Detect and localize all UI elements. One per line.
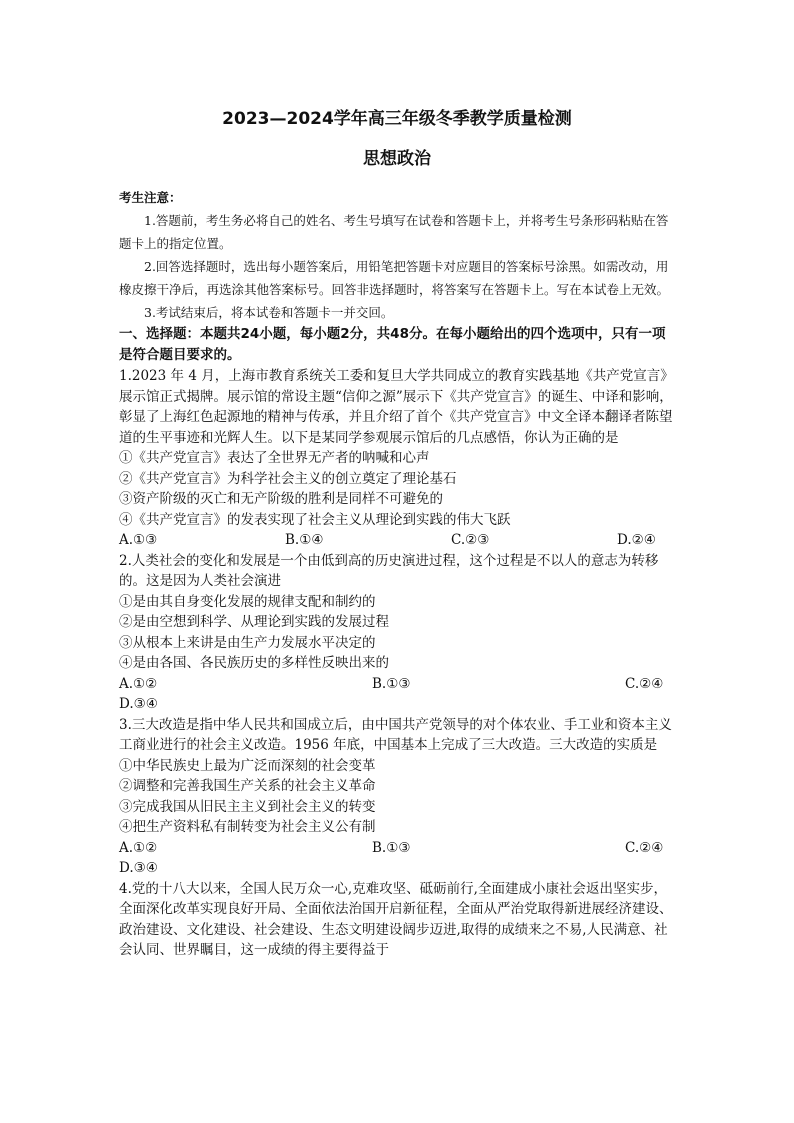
page-content xyxy=(119,104,675,961)
question-option: ④是由各国、各民族历史的多样性反映出来的 xyxy=(119,655,389,671)
question-option: ③资产阶级的灭亡和无产阶级的胜利是同样不可避免的 xyxy=(119,491,443,507)
choice-c: C.②③ xyxy=(451,532,490,548)
question-option: ①《共产党宣言》表达了全世界无产者的呐喊和心声 xyxy=(119,450,430,466)
question-option: ②调整和完善我国生产关系的社会主义革命 xyxy=(119,778,376,794)
question-option: ④把生产资料私有制转变为社会主义公有制 xyxy=(119,819,376,835)
question-option: ③从根本上来讲是由生产力发展水平决定的 xyxy=(119,634,376,651)
answer-choices xyxy=(119,530,675,551)
question-option: ①是由其自身变化发展的规律支配和制约的 xyxy=(119,593,376,610)
choice-c: C.②④ xyxy=(625,675,664,692)
question-4 xyxy=(119,879,675,961)
choice-a: A.①③ xyxy=(119,532,158,548)
question-option: ②《共产党宣言》为科学社会主义的创立奠定了理论基石 xyxy=(119,470,457,487)
answer-choices xyxy=(119,674,675,695)
question-stem: 4.党的十八大以来，全国人民万众一心,克难攻坚、砥砺前行,全面建成小康社会返出坚实步，全面深化改革实现良好开局、全面依法治国开启新征程，全面从严治党取得新进展经济建设、政治建设、文化建设、社会建设、生态文明建设阔步迈进,取得的成绩来之不易,人民满意、社会认同、世界瞩目，这一成绩的得主要得益于 xyxy=(119,880,673,958)
notice-item-1: 1.答题前，考生务必将自己的姓名、考生号填写在试卷和答题卡上，并将考生号条形码粘贴在答题卡上的指定位置。 xyxy=(119,213,669,251)
choice-d: D.③④ xyxy=(119,696,158,712)
question-option: ②是由空想到科学、从理论到实践的发展过程 xyxy=(119,614,389,630)
question-stem: 3.三大改造是指中华人民共和国成立后，由中国共产党领导的对个体农业、手工业和资本主义工商业进行的社会主义改造。1956 年底，中国基本上完成了三大改造。三大改造的实质是 xyxy=(119,716,672,753)
question-3 xyxy=(119,715,675,879)
notice-heading: 考生注意： xyxy=(119,190,182,205)
question-option: ③完成我国从旧民主主义到社会主义的转变 xyxy=(119,798,376,815)
choice-c: C.②④ xyxy=(625,839,664,856)
question-stem: 1.2023 年 4 月，上海市教育系统关工委和复旦大学共同成立的教育实践基地《共产党宣言》展示馆正式揭牌。展示馆的常设主题“信仰之源”展示下《共产党宣言》的诞生、中译和影响，彰显了上海红色起源地的精神与传承，并且介绍了首个《共产党宣言》中文全译本翻译者陈望道的生平事迹和光辉人生。以下是某同学参观展示馆后的几点感悟，你认为正确的是 xyxy=(119,368,674,446)
notice-item-3: 3.考试结束后，将本试卷和答题卡一并交回。 xyxy=(144,305,394,320)
question-option: ①中华民族史上最为广泛而深刻的社会变革 xyxy=(119,757,376,774)
section-heading: 一、选择题：本题共24小题，每小题2分，共48分。在每小题给出的四个选项中，只有一项是符合题目要求的。 xyxy=(119,326,666,363)
exam-notice xyxy=(119,186,675,324)
choice-b: B.①③ xyxy=(372,675,411,692)
question-2 xyxy=(119,551,675,715)
question-option: ④《共产党宣言》的发表实现了社会主义从理论到实践的伟大飞跃 xyxy=(119,511,511,528)
question-stem: 2.人类社会的变化和发展是一个由低到高的历史演进过程，这个过程是不以人的意志为转移的。这是因为人类社会演进 xyxy=(119,552,659,589)
notice-item-2: 2.回答选择题时，选出每小题答案后，用铅笔把答题卡对应题目的答案标号涂黑。如需改动，用橡皮擦干净后，再选涂其他答案标号。回答非选择题时，将答案写在答题卡上。写在本试卷上无效。 xyxy=(119,259,670,297)
choice-a: A.①② xyxy=(119,675,158,692)
question-1 xyxy=(119,366,675,551)
choice-b: B.①④ xyxy=(285,532,324,548)
subject-title: 思想政治 xyxy=(363,149,431,169)
choice-d: D.②④ xyxy=(617,532,656,548)
answer-choices xyxy=(119,838,675,859)
choice-a: A.①② xyxy=(119,839,158,856)
choice-b: B.①③ xyxy=(372,839,411,856)
exam-title: 2023—2024学年高三年级冬季教学质量检测 xyxy=(222,109,572,129)
choice-d: D.③④ xyxy=(119,860,158,876)
